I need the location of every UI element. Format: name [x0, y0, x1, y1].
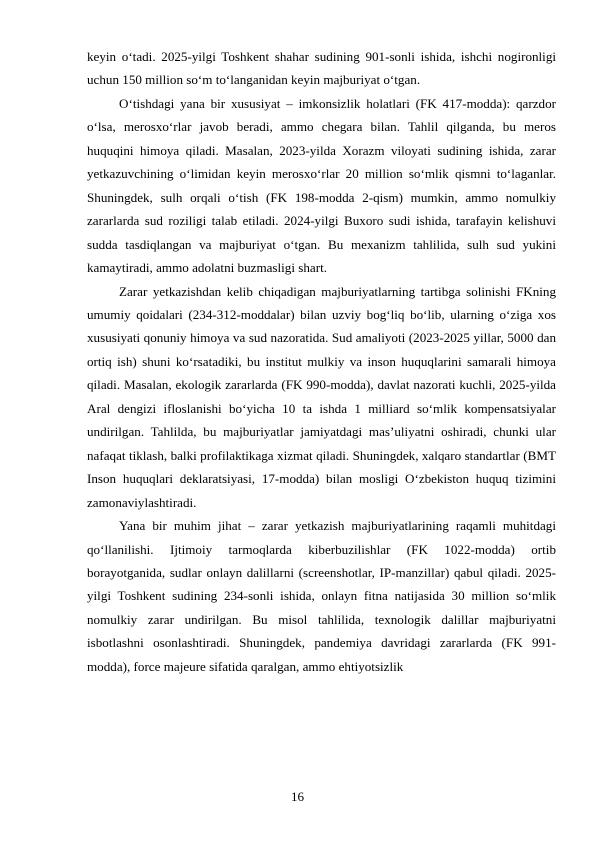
page-number: 16	[290, 789, 305, 804]
paragraph-1: keyin o‘tadi. 2025-yilgi Toshkent shahar sudining 901-sonli ishida, ishchi nogironligi uchun 150 million so‘m to‘langanidan keyin majburiyat o‘tgan.	[87, 49, 556, 88]
paragraph-2: O‘tishdagi yana bir xususiyat – imkonsizlik holatlari (FK 417-modda): qarzdor o‘lsa, merosxo‘rlar javob beradi, ammo chegara bilan. Tahlil qilganda, bu meros huquqini himoya qiladi. Masalan, 2023-yilda Xorazm viloyati sudining ishida, zarar yetkazuvchining o‘limidan keyin merosxo‘rlar 20 million so‘mlik qismni to‘laganlar. Shuningdek, sulh orqali o‘tish (FK 198-modda 2-qism) mumkin, ammo nomulkiy zararlarda sud roziligi talab etiladi. 2024-yilgi Buxoro sudi ishida, tarafayin kelishuvi sudda tasdiqlangan va majburiyat o‘tgan. Bu mexanizm tahlilida, sulh sud yukini kamaytiradi, ammo adolatni buzmasligi shart.	[87, 95, 556, 276]
paragraph-3: Zarar yetkazishdan kelib chiqadigan majburiyatlarning tartibga solinishi FKning umumiy qoidalari (234-312-moddalar) bilan uzviy bog‘liq bo‘lib, ularning o‘ziga xos xususiyati qonuniy himoya va sud nazoratida. Sud amaliyoti (2023-2025 yillar, 5000 dan ortiq ish) shuni ko‘rsatadiki, bu institut mulkiy va inson huquqlarini samarali himoya qiladi. Masalan, ekologik zararlarda (FK 990-modda), davlat nazorati kuchli, 2025-yilda Aral dengizi ifloslanishi bo‘yicha 10 ta ishda 1 milliard so‘mlik kompensatsiyalar undirilgan. Tahlilda, bu majburiyatlar jamiyatdagi mas’uliyatni oshiradi, chunki ular nafaqat tiklash, balki profilaktikaga xizmat qiladi. Shuningdek, xalqaro standartlar (BMT Inson huquqlari deklaratsiyasi, 17-modda) bilan mosligi O‘zbekiston huquq tizimini zamonaviylashtiradi.	[87, 283, 556, 510]
document-body	[87, 45, 556, 678]
paragraph-4: Yana bir muhim jihat – zarar yetkazish majburiyatlarining raqamli muhitdagi qo‘llanilishi. Ijtimoiy tarmoqlarda kiberbuzilishlar (FK 1022-modda) ortib borayotganida, sudlar onlayn dalillarni (screenshotlar, IP-manzillar) qabul qiladi. 2025-yilgi Toshkent sudining 234-sonli ishida, onlayn fitna natijasida 30 million so‘mlik nomulkiy zarar undirilgan. Bu misol tahlilida, texnologik dalillar majburiyatni isbotlashni osonlashtiradi. Shuningdek, pandemiya davridagi zararlarda (FK 991-modda), force majeure sifatida qaralgan, ammo ehtiyotsizlik	[87, 518, 556, 674]
